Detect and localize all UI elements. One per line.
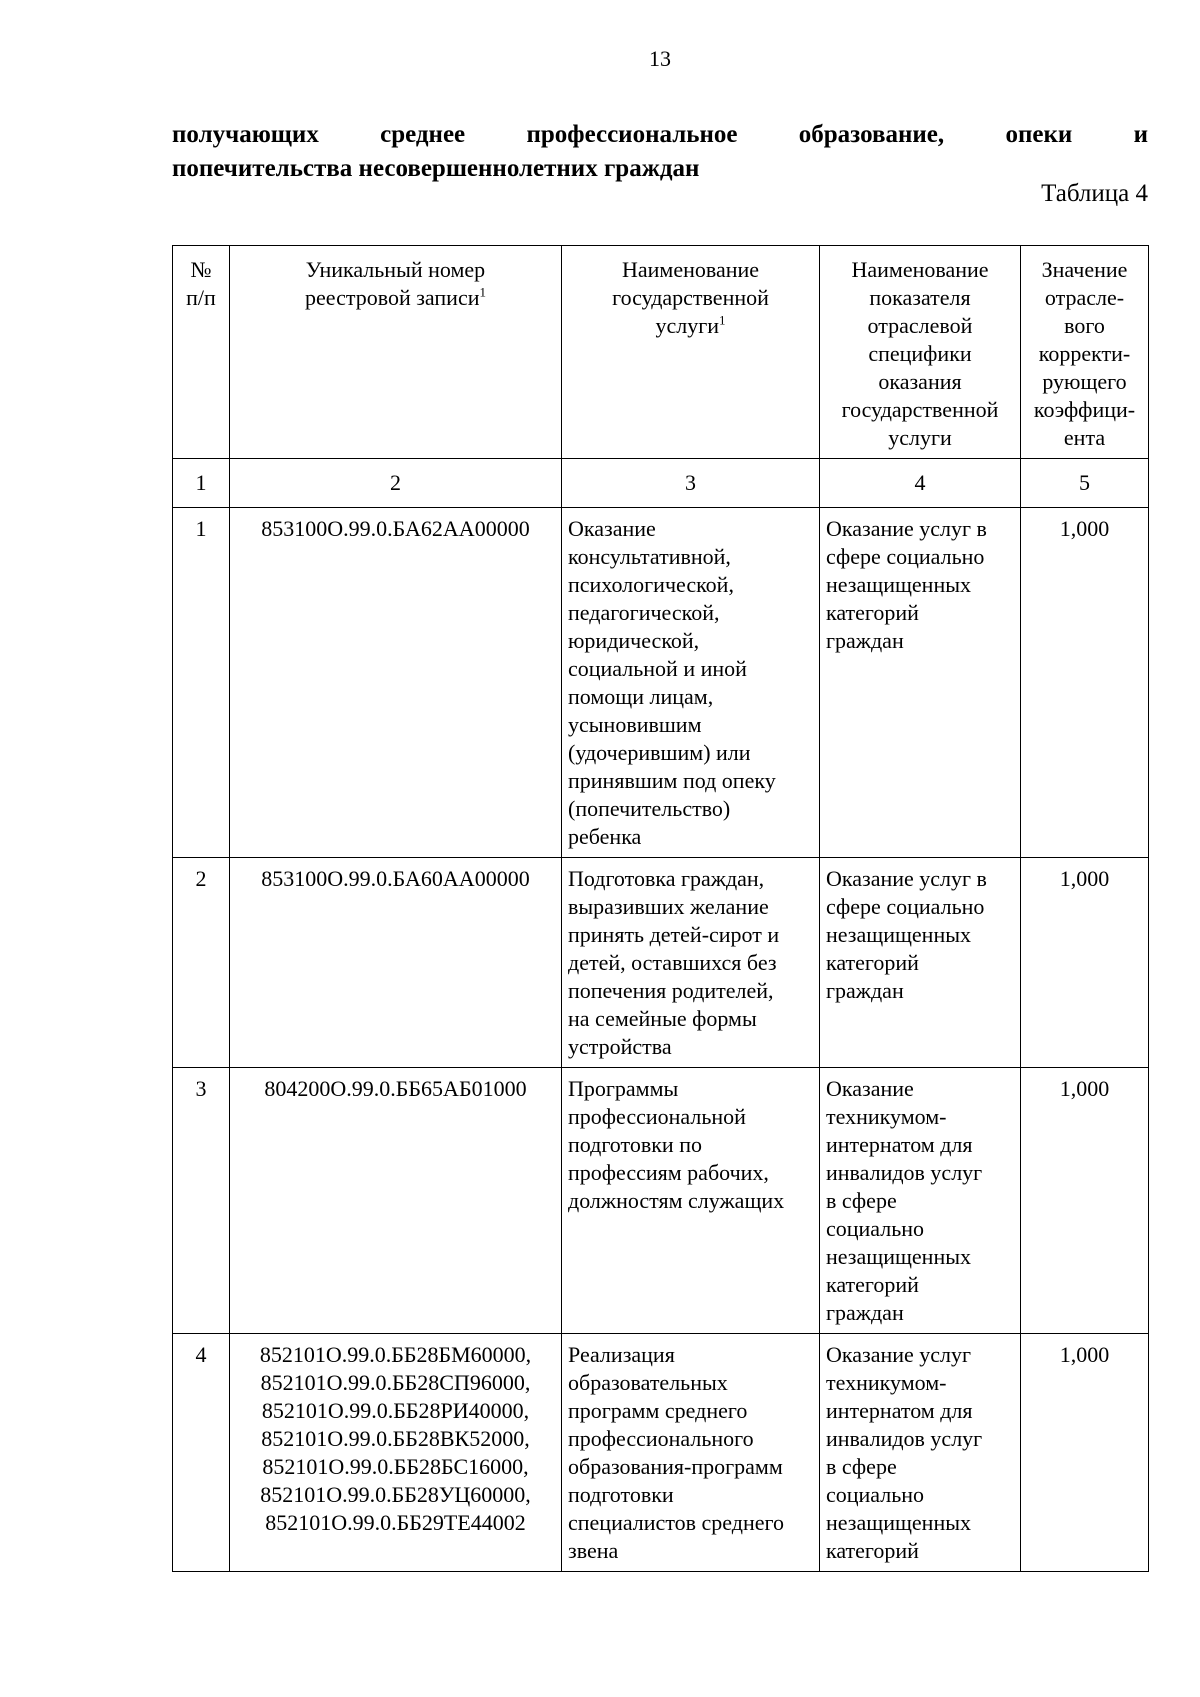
table-row: [173, 508, 1149, 858]
indicator-name: Оказание услуг техникумом- интернатом для инвалидов услуг в сфере социально незащищенных категорий: [820, 1334, 1021, 1572]
row-number: 4: [173, 1334, 230, 1572]
table-row: [173, 858, 1149, 1068]
indicator-name: Оказание услуг в сфере социально незащищенных категорий граждан: [820, 858, 1021, 1068]
table-row: [173, 1334, 1149, 1572]
page-number: 13: [649, 46, 671, 71]
row-number: 1: [173, 508, 230, 858]
service-name: Программы профессиональной подготовки по профессиям рабочих, должностям служащих: [562, 1068, 820, 1334]
section-heading: [172, 118, 1148, 186]
header-indicator-name: Наименование показателя отраслевой специфики оказания государственной услуги: [820, 246, 1021, 459]
column-numbers-row: [173, 459, 1149, 508]
row-number: 3: [173, 1068, 230, 1334]
coefficient-value: 1,000: [1021, 858, 1149, 1068]
header-registry-number-label: Уникальный номер реестровой записи: [305, 257, 486, 310]
footnote-mark: 1: [719, 312, 726, 328]
footnote-mark: 1: [479, 284, 486, 300]
table-row: [173, 1068, 1149, 1334]
header-number: № п/п: [173, 246, 230, 459]
header-registry-number: [230, 246, 562, 459]
coefficient-value: 1,000: [1021, 1068, 1149, 1334]
column-number: 3: [562, 459, 820, 508]
registry-number: 853100О.99.0.БА60АА00000: [230, 858, 562, 1068]
coefficient-value: 1,000: [1021, 508, 1149, 858]
service-name: Подготовка граждан, выразивших желание принять детей-сирот и детей, оставшихся без попечения родителей, на семейные формы устройства: [562, 858, 820, 1068]
column-number: 4: [820, 459, 1021, 508]
table-caption: Таблица 4: [1041, 180, 1148, 207]
column-number: 1: [173, 459, 230, 508]
header-service-name: [562, 246, 820, 459]
column-number: 2: [230, 459, 562, 508]
row-number: 2: [173, 858, 230, 1068]
coefficient-value: 1,000: [1021, 1334, 1149, 1572]
header-service-name-label: Наименование государственной услуги: [612, 257, 769, 338]
header-coefficient-value: Значение отрасле- вого корректи- рующего коэффици- ента: [1021, 246, 1149, 459]
table-header-row: [173, 246, 1149, 459]
registry-number: 852101О.99.0.ББ28БМ60000, 852101О.99.0.ББ28СП96000, 852101О.99.0.ББ28РИ40000, 852101О.99.0.ББ28ВК52000, 852101О.99.0.ББ28БС16000, 852101О.99.0.ББ28УЦ60000, 852101О.99.0.ББ29ТЕ44002: [230, 1334, 562, 1572]
heading-line-2: попечительства несовершеннолетних граждан: [172, 155, 700, 182]
registry-number: 853100О.99.0.БА62АА00000: [230, 508, 562, 858]
service-name: Оказание консультативной, психологической, педагогической, юридической, социальной и иной помощи лицам, усыновившим (удочерившим) или принявшим под опеку (попечительство) ребенка: [562, 508, 820, 858]
service-name: Реализация образовательных программ среднего профессионального образования-программ подготовки специалистов среднего звена: [562, 1334, 820, 1572]
column-number: 5: [1021, 459, 1149, 508]
indicator-name: Оказание услуг в сфере социально незащищенных категорий граждан: [820, 508, 1021, 858]
registry-number: 804200О.99.0.ББ65АБ01000: [230, 1068, 562, 1334]
indicator-name: Оказание техникумом- интернатом для инвалидов услуг в сфере социально незащищенных категорий граждан: [820, 1068, 1021, 1334]
heading-line-1: получающих среднее профессиональное образование, опеки и: [172, 121, 1148, 148]
services-table: [172, 245, 1149, 1572]
